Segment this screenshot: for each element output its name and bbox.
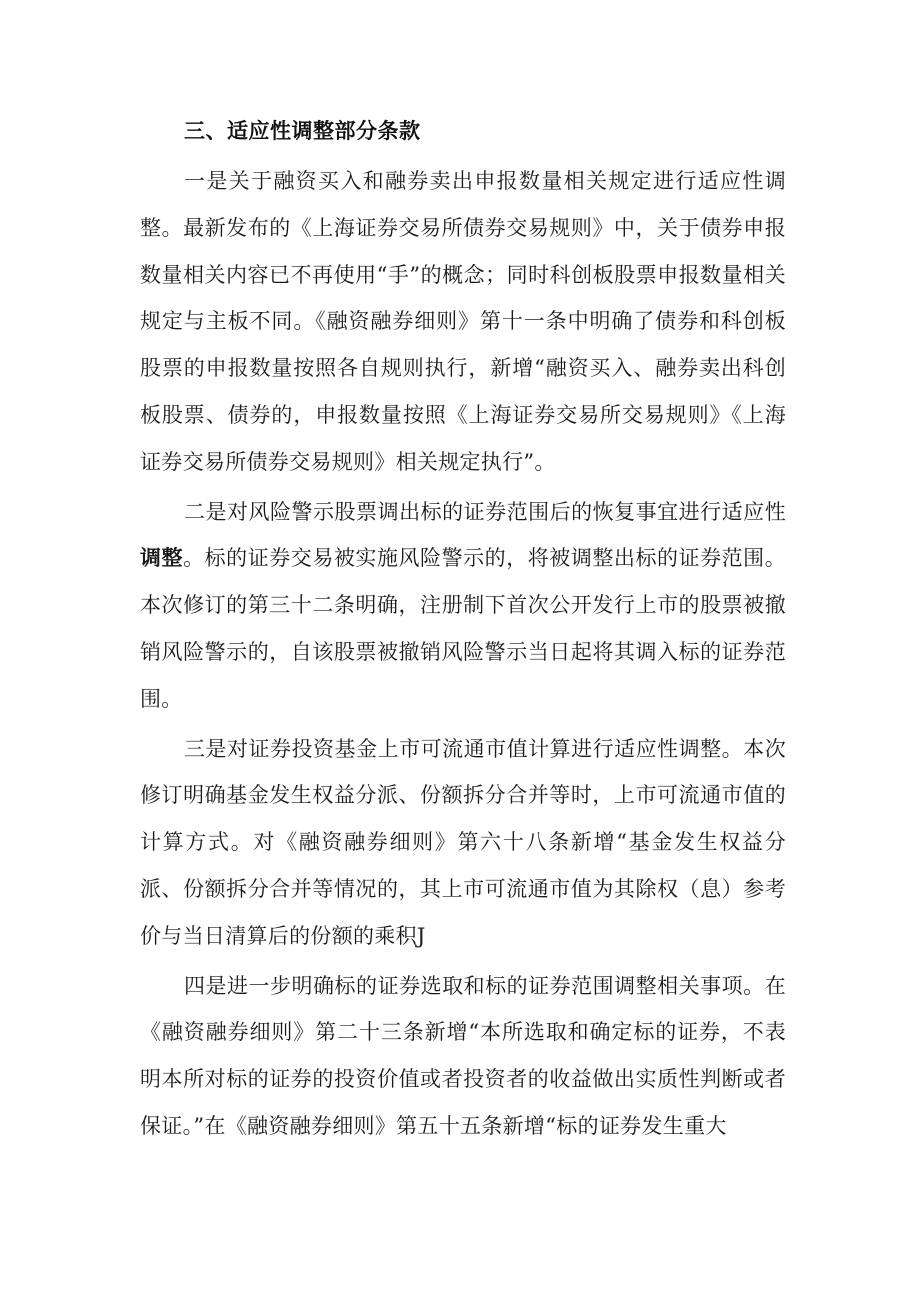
paragraph-2-text-start: 二是对风险警示股票调出标的证券范围后的恢复事宜进行适应性 bbox=[184, 499, 786, 524]
document-page bbox=[140, 108, 786, 1153]
paragraph-1: 一是关于融资买入和融券卖出申报数量相关规定进行适应性调整。最新发布的《上海证券交易所债券交易规则》中，关于债券申报数量相关内容已不再使用“手”的概念；同时科创板股票申报数量相关规定与主板不同。《融资融券细则》第十一条中明确了债券和科创板股票的申报数量按照各自规则执行，新增“融资买入、融券卖出科创板股票、债券的，申报数量按照《上海证券交易所交易规则》《上海证券交易所债券交易规则》相关规定执行”。 bbox=[140, 169, 786, 474]
paragraph-2-text-end: 。标的证券交易被实施风险警示的，将被调整出标的证券范围。本次修订的第三十二条明确，注册制下首次公开发行上市的股票被撤销风险警示的，自该股票被撤销风险警示当日起将其调入标的证券范围。 bbox=[140, 546, 786, 711]
paragraph-3: 三是对证券投资基金上市可流通市值计算进行适应性调整。本次修订明确基金发生权益分派、份额拆分合并等时，上市可流通市值的计算方式。对《融资融券细则》第六十八条新增“基金发生权益分派、份额拆分合并等情况的，其上市可流通市值为其除权（息）参考价与当日清算后的份额的乘积J bbox=[140, 736, 786, 948]
paragraph-2-bold-text: 调整 bbox=[140, 546, 184, 571]
paragraph-4: 四是进一步明确标的证券选取和标的证券范围调整相关事项。在《融资融券细则》第二十三条新增“本所选取和确定标的证券，不表明本所对标的证券的投资价值或者投资者的收益做出实质性判断或者保证。”在《融资融券细则》第五十五条新增“标的证券发生重大 bbox=[140, 973, 786, 1138]
paragraph-2 bbox=[140, 489, 786, 723]
section-heading: 三、适应性调整部分条款 bbox=[184, 119, 421, 143]
